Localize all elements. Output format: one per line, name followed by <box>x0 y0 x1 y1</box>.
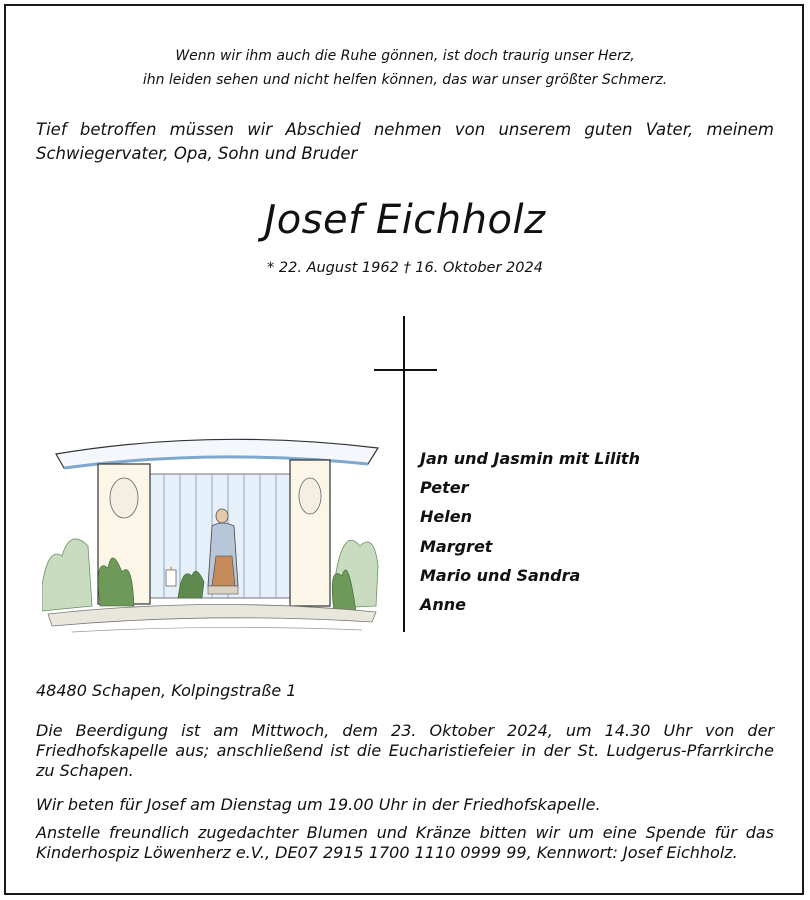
intro-text: Tief betroffen müssen wir Abschied nehmen von unserem guten Vater, meinem Schwiegervater, Opa, Sohn und Bruder <box>36 120 774 163</box>
mourner-2: Peter <box>420 478 469 498</box>
mourners-list <box>420 444 640 619</box>
mourner-3: Helen <box>420 507 472 527</box>
life-dates: * 22. August 1962 † 16. Oktober 2024 <box>267 260 543 276</box>
cross-icon <box>403 316 405 632</box>
address: 48480 Schapen, Kolpingstraße 1 <box>36 681 297 700</box>
funeral-details: Die Beerdigung ist am Mittwoch, dem 23. Oktober 2024, um 14.30 Uhr von der Friedhofskapelle aus; anschließend ist die Eucharistiefeier in der St. Ludgerus-Pfarrkirche zu Schapen. <box>36 721 774 780</box>
poem-line-1: Wenn wir ihm auch die Ruhe gönnen, ist doch traurig unser Herz, <box>175 48 635 64</box>
donation-details: Anstelle freundlich zugedachter Blumen und Kränze bitten wir um eine Spende für das Kinderhospiz Löwenherz e.V., DE07 2915 1700 1110 0999 99, Kennwort: Josef Eichholz. <box>36 823 774 862</box>
deceased-name: Josef Eichholz <box>264 197 546 243</box>
mourner-1: Jan und Jasmin mit Lilith <box>420 449 640 468</box>
mourner-4: Margret <box>420 536 493 556</box>
poem-line-2: ihn leiden sehen und nicht helfen können, das war unser größter Schmerz. <box>142 72 668 88</box>
mourner-5: Mario und Sandra <box>420 565 581 585</box>
cross-bar <box>374 369 437 371</box>
mourner-6: Anne <box>420 595 467 615</box>
prayer-details: Wir beten für Josef am Dienstag um 19.00 Uhr in der Friedhofskapelle. <box>36 795 601 814</box>
chapel-illustration <box>42 436 382 636</box>
